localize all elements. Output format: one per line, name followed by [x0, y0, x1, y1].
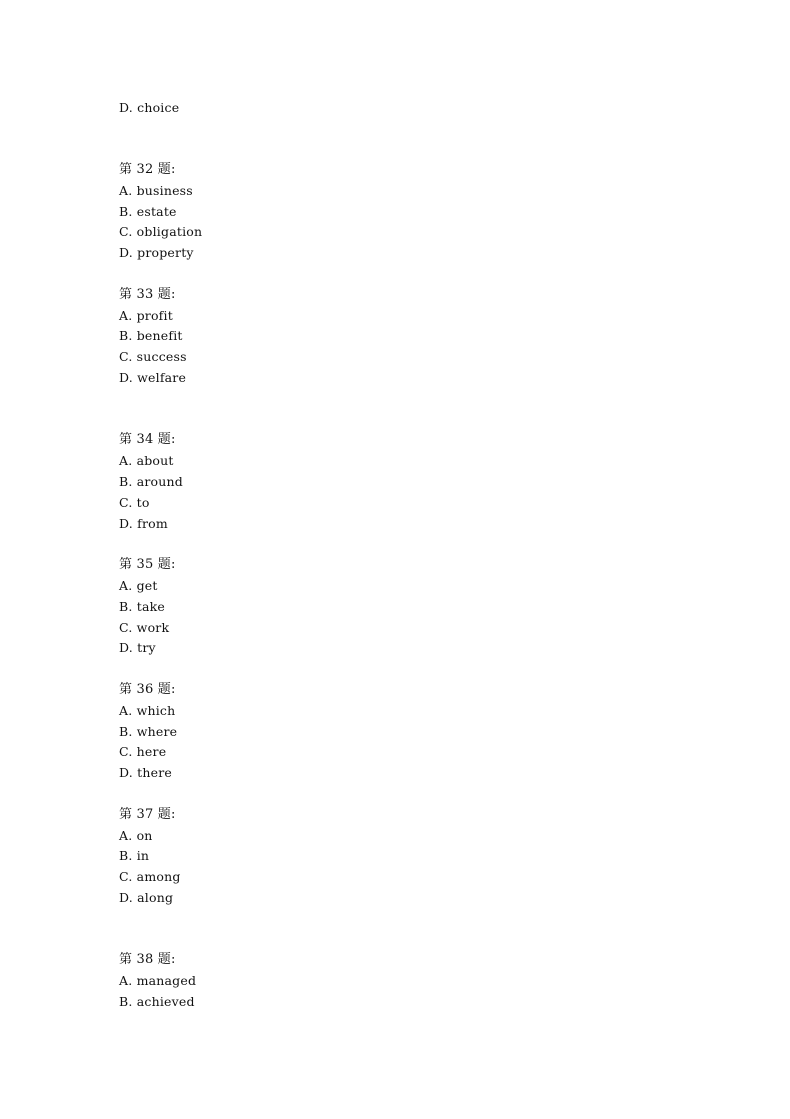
question-33-heading: 第 33 题: — [119, 287, 176, 302]
q33-option-d: D. welfare — [119, 370, 187, 385]
q34-option-b: B. around — [119, 474, 183, 489]
q35-option-b: B. take — [119, 599, 165, 614]
q33-option-b: B. benefit — [119, 328, 183, 343]
q37-option-d: D. along — [119, 890, 174, 905]
q34-option-c: C. to — [119, 495, 150, 510]
question-37-heading: 第 37 题: — [119, 807, 176, 822]
q37-option-c: C. among — [119, 869, 181, 884]
q36-option-a: A. which — [119, 703, 176, 718]
q36-option-d: D. there — [119, 765, 172, 780]
q35-option-c: C. work — [119, 620, 170, 635]
q35-option-a: A. get — [119, 578, 158, 593]
q37-option-a: A. on — [119, 828, 153, 843]
q34-option-d: D. from — [119, 516, 168, 531]
q32-option-a: A. business — [119, 183, 193, 198]
q38-option-b: B. achieved — [119, 994, 195, 1009]
q37-option-b: B. in — [119, 848, 150, 863]
question-36-heading: 第 36 题: — [119, 682, 176, 697]
question-35-heading: 第 35 题: — [119, 557, 176, 572]
q32-option-d: D. property — [119, 245, 194, 260]
q35-option-d: D. try — [119, 640, 156, 655]
option-d-choice: D. choice — [119, 100, 180, 115]
q36-option-c: C. here — [119, 744, 167, 759]
q32-option-b: B. estate — [119, 204, 177, 219]
q32-option-c: C. obligation — [119, 224, 203, 239]
q34-option-a: A. about — [119, 453, 174, 468]
q36-option-b: B. where — [119, 724, 178, 739]
q33-option-a: A. profit — [119, 308, 173, 323]
q38-option-a: A. managed — [119, 973, 197, 988]
question-32-heading: 第 32 题: — [119, 162, 176, 177]
question-34-heading: 第 34 题: — [119, 432, 176, 447]
q33-option-c: C. success — [119, 349, 187, 364]
question-38-heading: 第 38 题: — [119, 952, 176, 967]
